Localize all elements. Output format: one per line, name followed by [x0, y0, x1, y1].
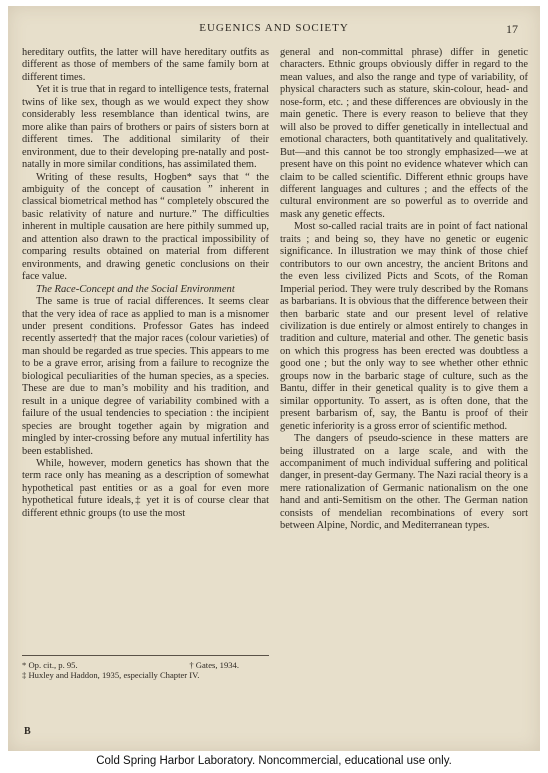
paragraph: While, however, modern genetics has shown that the term race only has meaning as a description of somewhat hypothetical past entities or as a goal for even more hypothetical future ideals,‡ yet it is of course clear that different ethnic groups (to use the most: [22, 457, 269, 519]
footnote: ‡ Huxley and Haddon, 1935, especially Chapter IV.: [22, 670, 200, 680]
footnote: † Gates, 1934.: [189, 660, 239, 670]
footnote: * Op. cit., p. 95.: [22, 660, 78, 670]
signature-mark: B: [24, 726, 31, 737]
footnotes: [22, 655, 269, 680]
paragraph: Writing of these results, Hogben* says that “ the ambiguity of the concept of causation ” inherent in classical biometrical method has “ completely obscured the basic relativity of nature and nurture.” The difficulties inherent in multiple causation are here pithily summed up, and attention also drawn to the practical impossibility of comparing results obtained on material from different environments, and drawing genetic conclusions on their face value.: [22, 171, 269, 283]
section-heading: The Race-Concept and the Social Environment: [36, 283, 235, 295]
paragraph: general and non-committal phrase) differ in genetic characters. Ethnic groups obviously differ in regard to the mean values, and also the range and type of variability, of physical characters such as stature, skin-colour, head- and nose-form, etc. ; and these differences are obviously in the main genetic. There is every reason to believe that they will also be proved to differ genetically in intellectual and emotional characters, both quantitatively and qualitatively. But—and this cannot be too strongly emphasized—we at present have on this point no evidence whatever which can claim to be called scientific. Different ethnic groups have different languages and cultures ; and the effects of the cultural environment are so powerful as to override and mask any genetic effects.: [280, 47, 528, 220]
running-header: EUGENICS AND SOCIETY: [199, 22, 349, 34]
paragraph: Most so-called racial traits are in point of fact national traits ; and being so, they have no genetic or eugenic significance. In illustration we may think of those chief contributors to our own ancestry, the ancient Britons and the even less civilized Picts and Scots, of the Roman Imperial period. They were truly described by the Romans as barbarians. It is obvious that the difference between their then barbaric state and our present level of relative civilization is due entirely or almost entirely to changes in tradition and culture, material and other. The genetic basis on which this progress has been erected was doubtless a good one ; but the only way to see whether other ethnic groups now in the barbaric stage of culture, such as the Bantu, differ in their genetical quality is to give them a similar opportunity. To assert, as is often done, that the present barbarism of, say, the Bantu is proof of their genetic inferiority is a gross error of scientific method.: [280, 221, 528, 432]
right-column: [280, 47, 528, 533]
paragraph: The dangers of pseudo-science in these matters are being illustrated on a large scale, and with the accompaniment of much individual suffering and political danger, in present-day Germany. The Nazi racial theory is a mere rationalization of Germanic nationalism on the one hand and anti-Semitism on the other. The German nation consists of mendelian recombinations of every sort between Alpine, Nordic, and Mediterranean types.: [280, 433, 528, 532]
left-column: [22, 47, 269, 520]
book-page: [8, 6, 540, 751]
paragraph: Yet it is true that in regard to intelligence tests, fraternal twins of like sex, though as we would expect they show considerably less resemblance than identical twins, are more alike than pairs of brothers or pairs of sisters born at different times. The additional similarity of their environment, due to their developing pre-natally and post-natally in more similar conditions, has assimilated them.: [22, 84, 269, 171]
footer-credit: Cold Spring Harbor Laboratory. Noncommercial, educational use only.: [96, 755, 452, 767]
page-number: 17: [506, 22, 518, 36]
paragraph: The same is true of racial differences. It seems clear that the very idea of race as applied to man is a misnomer under present conditions. Professor Gates has indeed recently asserted† that the major races (colour varieties) of man should be regarded as true species. This appears to me to be a grave error, arising from a failure to recognize the biological peculiarities of the human species, as a species. These are due to man’s mobility and his tradition, and result in a unique degree of variability combined with a failure of the usual tendencies to speciation : the incipient species are brought together again by migration and mingled by inter-crossing before any mutual infertility has been established.: [22, 296, 269, 457]
paragraph: hereditary outfits, the latter will have hereditary outfits as different as those of members of the same family born at different times.: [22, 47, 269, 83]
